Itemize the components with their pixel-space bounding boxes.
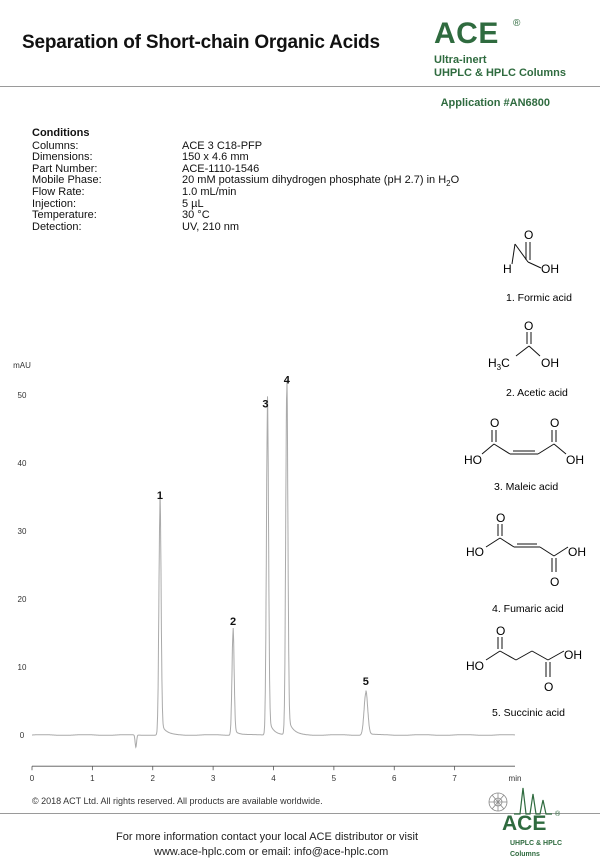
subscript: 2 (446, 179, 451, 189)
peak-label: 1 (156, 490, 164, 503)
peaks-icon (514, 788, 552, 814)
structures-panel (440, 222, 600, 722)
application-number: Application #AN6800 (440, 97, 550, 109)
fumaric-acid-structure (486, 524, 568, 572)
y-tick-label: 10 (17, 663, 27, 672)
condition-value: ACE 3 C18-PFP (182, 139, 263, 152)
conditions-block (32, 128, 459, 233)
footer-line-2 (0, 846, 480, 860)
succinic-oh: OH (564, 648, 582, 662)
page-title: Separation of Short-chain Organic Acids (22, 32, 380, 53)
y-tick-label: 20 (17, 595, 27, 604)
acetic-o: O (524, 319, 534, 333)
formic-h: H (503, 262, 512, 276)
fumaric-o-top: O (496, 511, 506, 525)
condition-key: Temperature: (32, 209, 97, 222)
x-tick-label: 4 (271, 774, 276, 784)
condition-row (32, 187, 459, 199)
x-tick-label: 0 (29, 774, 35, 784)
x-tick-label: 1 (90, 774, 95, 784)
x-axis-label: min (508, 774, 522, 784)
acetic-h3c: $H_3C$ (488, 356, 510, 372)
succinic-o-bottom: O (544, 680, 554, 694)
footer-ace-logo-word: ACE (502, 812, 547, 835)
y-tick-label: 40 (17, 459, 27, 468)
maleic-ho: HO (464, 453, 482, 467)
compound-label: 1. Formic acid (506, 292, 572, 304)
fumaric-o-bottom: O (550, 575, 560, 589)
condition-value: UV, 210 nm (182, 220, 240, 233)
x-tick-label: 6 (392, 774, 397, 784)
y-tick-label: 0 (19, 731, 25, 740)
maleic-o-left: O (490, 416, 500, 430)
condition-key: Detection: (32, 220, 82, 233)
conditions-heading: Conditions (32, 127, 90, 139)
y-tick-label: 50 (17, 391, 27, 400)
formic-oh: OH (541, 262, 559, 276)
mobile-phase-tail: O (450, 174, 460, 187)
maleic-oh: OH (566, 453, 584, 467)
succinic-ho: HO (466, 659, 484, 673)
maleic-acid-structure (482, 430, 566, 454)
registered-mark: ® (513, 18, 521, 29)
fumaric-oh: OH (568, 545, 586, 559)
condition-key: Injection: (32, 197, 77, 210)
header-divider (0, 86, 600, 87)
condition-row (32, 222, 459, 234)
condition-key: Dimensions: (32, 151, 93, 164)
peak-label: 5 (362, 675, 369, 688)
condition-row (32, 210, 459, 222)
peak-labels (157, 375, 369, 688)
y-axis-label: mAU (13, 361, 31, 370)
x-tick-label: 5 (331, 774, 337, 784)
condition-value: 1.0 mL/min (182, 185, 237, 198)
formic-o: O (524, 228, 534, 242)
footer-logo-tagline-2: Columns (510, 851, 540, 858)
acetic-acid-structure (516, 332, 540, 356)
compound-label: 3. Maleic acid (494, 481, 559, 493)
footer-logo-tagline-1: UHPLC & HPLC (510, 840, 563, 847)
condition-key: Part Number: (32, 162, 98, 175)
molecule-icon (489, 793, 507, 811)
conditions-table (32, 141, 459, 234)
x-tick-label: 7 (452, 774, 457, 784)
footer-text-2[interactable]: www.ace-hplc.com or email: info@ace-hplc.com (154, 846, 389, 858)
condition-value: 30 °C (182, 209, 210, 222)
succinic-acid-structure (486, 637, 564, 677)
ace-logo-word: ACE (434, 17, 499, 50)
condition-value: ACE-1110-1546 (182, 162, 260, 175)
y-tick-label: 30 (17, 527, 27, 536)
acetic-oh: OH (541, 356, 559, 370)
condition-value: 5 µL (182, 197, 204, 210)
condition-value: 150 x 4.6 mm (182, 151, 249, 164)
footer-text-1: For more information contact your local ACE distributor or visit (116, 831, 419, 843)
condition-key: Flow Rate: (32, 185, 85, 198)
logo-tagline-1: Ultra-inert (434, 54, 487, 66)
compound-label: 5. Succinic acid (492, 707, 565, 719)
condition-key: Mobile Phase: (32, 174, 102, 187)
footer-registered-mark: ® (555, 811, 561, 818)
condition-row (32, 175, 459, 187)
x-tick-label: 2 (150, 774, 155, 784)
compound-label: 4. Fumaric acid (492, 603, 564, 615)
peak-label: 2 (229, 616, 237, 628)
x-tick-label: 3 (210, 774, 216, 784)
copyright: © 2018 ACT Ltd. All rights reserved. All products are available worldwide. (32, 796, 323, 806)
succinic-o-top: O (496, 624, 506, 638)
compound-label: 2. Acetic acid (506, 387, 568, 399)
footer-line-1 (0, 831, 480, 845)
mobile-phase-text: 20 mM potassium dihydrogen phosphate (pH 2.7) in H (182, 174, 447, 187)
peak-label: 3 (262, 398, 269, 411)
formic-acid-structure (512, 242, 541, 268)
logo-tagline-2: UHPLC & HPLC Columns (434, 67, 566, 79)
fumaric-ho: HO (466, 545, 484, 559)
maleic-o-right: O (550, 416, 560, 430)
peak-label: 4 (283, 374, 290, 387)
condition-key: Columns: (32, 139, 79, 152)
